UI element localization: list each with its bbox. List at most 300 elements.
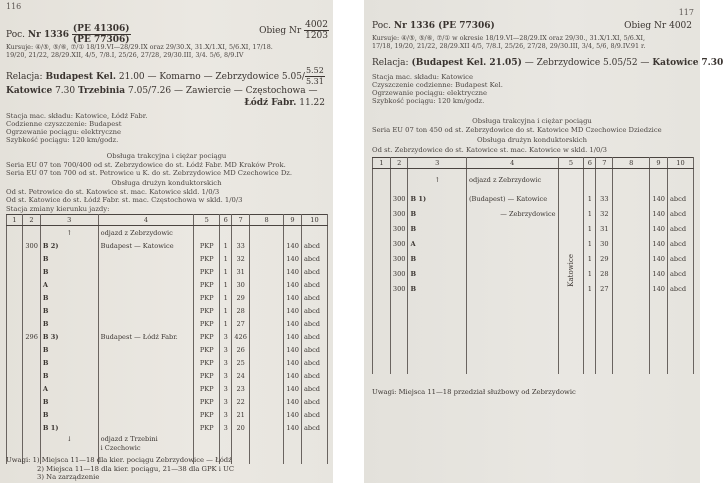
cell-col10: abcd [668, 206, 694, 221]
col-header: 6 [220, 215, 232, 226]
cell-col5: PKP [194, 304, 220, 317]
cell-col6 [220, 434, 232, 443]
traction-line: Seria EU 07 ton 700/400 od st. Zebrzydowice do st. Łódź Fabr. MD Kraków Prok. [6, 161, 286, 169]
cell-col2 [22, 395, 40, 408]
cell-col6 [220, 443, 232, 452]
cell-col2: 300 [390, 206, 408, 221]
cell-col10: abcd [301, 239, 327, 252]
cell-col2 [22, 278, 40, 291]
info-line: Czyszczenie codzienne: Budapest Kel. [372, 81, 503, 89]
cell-col5 [194, 226, 220, 240]
cell-col10: abcd [301, 421, 327, 434]
empty-cell [283, 452, 301, 464]
cell-col6: 1 [220, 278, 232, 291]
cell-col4 [466, 281, 558, 296]
cell-col1 [7, 291, 23, 304]
table-row [373, 266, 694, 281]
cell-col3: B [408, 206, 467, 221]
relacja-trzebinia-time: 7.05/7.26 [128, 86, 172, 96]
cell-col1 [7, 443, 23, 452]
cell-col8 [613, 191, 650, 206]
table-row [373, 221, 694, 236]
cell-col6: 3 [220, 330, 232, 343]
cell-col9 [283, 226, 301, 240]
table-row [7, 226, 328, 240]
page-number: 117 [678, 8, 694, 17]
cell-col7: 30 [232, 278, 250, 291]
col-header: 10 [301, 215, 327, 226]
relacja-via-2: — Zawiercie — Częstochowa — [174, 86, 318, 96]
cell-col9: 140 [283, 304, 301, 317]
cell-col6: 1 [584, 266, 596, 281]
relacja-line-2 [6, 86, 317, 96]
empty-cell [373, 296, 391, 374]
cell-col1 [7, 278, 23, 291]
cell-col4 [98, 382, 194, 395]
cell-col1 [7, 408, 23, 421]
cell-col9: 140 [283, 239, 301, 252]
cell-col6: 1 [220, 265, 232, 278]
cell-col4: odjazd z Trzebini [98, 434, 194, 443]
cell-col5: PKP [194, 291, 220, 304]
table-row [7, 317, 328, 330]
cell-col9 [650, 169, 668, 192]
cell-col8 [250, 408, 284, 421]
info-line: Szybkość pociągu: 120 km/godz. [372, 97, 485, 105]
cell-col2 [390, 169, 408, 192]
cell-col3: B [40, 408, 98, 421]
cell-col1 [373, 191, 391, 206]
cell-col9: 140 [283, 408, 301, 421]
col-header: 4 [98, 215, 194, 226]
cell-col8 [613, 221, 650, 236]
table-row [7, 421, 328, 434]
cell-col4: Budapest — Łódź Fabr. [98, 330, 194, 343]
cell-col4 [466, 236, 558, 251]
info-line: Codzienne czyszczenie: Budapest [6, 120, 122, 128]
cell-col1 [373, 236, 391, 251]
cell-col7: 23 [232, 382, 250, 395]
obieg-bottom: 1203 [305, 31, 328, 41]
cell-col8 [250, 356, 284, 369]
cell-col3: B [40, 343, 98, 356]
cell-col4 [466, 221, 558, 236]
cell-col1 [373, 206, 391, 221]
cell-col10: abcd [301, 395, 327, 408]
cell-col4: odjazd z Zebrzydowic [466, 169, 558, 192]
cell-col2: 300 [390, 191, 408, 206]
crew-title: Obsługa drużyn konduktorskich [111, 179, 222, 187]
cell-col6: 1 [220, 252, 232, 265]
pe-fraction [72, 24, 131, 45]
cell-col5: PKP [194, 343, 220, 356]
cell-col4 [98, 304, 194, 317]
cell-col8 [250, 369, 284, 382]
cell-col3: B [408, 251, 467, 266]
cell-col7: 426 [232, 330, 250, 343]
cell-col7: 30 [596, 236, 613, 251]
cell-col3: B [40, 291, 98, 304]
cell-col2 [22, 408, 40, 421]
empty-cell [613, 296, 650, 374]
cell-col7: 20 [232, 421, 250, 434]
table-row [7, 443, 328, 452]
cell-col7: 27 [596, 281, 613, 296]
empty-cell [466, 296, 558, 374]
cell-col9: 140 [650, 266, 668, 281]
cell-col3: B [40, 265, 98, 278]
kursuje-line-1: Kursuje: ④/⑤, ⑤/⑥, ⑦/① 18/19.VI—28/29.IX oraz 29/30.X, 31.X/1.XI, 5/6.XI, 17/18. [6, 43, 273, 51]
cell-col9 [283, 434, 301, 443]
cell-col4 [98, 408, 194, 421]
cell-col5: PKP [194, 395, 220, 408]
cell-col6: 1 [584, 221, 596, 236]
cell-col1 [7, 356, 23, 369]
direction-change: Stacja zmiany kierunku jazdy: [6, 205, 110, 213]
col-header: 7 [596, 158, 613, 169]
cell-col7: 22 [232, 395, 250, 408]
cell-col9: 140 [283, 265, 301, 278]
cell-col1 [373, 281, 391, 296]
cell-col9: 140 [283, 278, 301, 291]
relacja-label: Relacja: [372, 58, 409, 68]
cell-col1 [7, 343, 23, 356]
col-header: 5 [558, 158, 584, 169]
cell-col8 [250, 330, 284, 343]
cell-col6: 3 [220, 369, 232, 382]
cell-col10: abcd [301, 265, 327, 278]
cell-col6: 1 [584, 206, 596, 221]
cell-col3: B 1) [408, 191, 467, 206]
table-row [373, 206, 694, 221]
kursuje-line-2: 19/20, 21/22, 28/29.XII, 4/5, 7/8.I, 25/26, 27/28, 29/30.III, 3/4. 5/6, 8/9.IV [6, 51, 244, 59]
cell-col9: 140 [283, 343, 301, 356]
cell-col9: 140 [283, 252, 301, 265]
cell-col9: 140 [650, 236, 668, 251]
cell-col10: abcd [301, 343, 327, 356]
table-row [7, 252, 328, 265]
kursuje-line-2: 17/18, 19/20, 21/22, 28/29.XII 4/5, 7/8.I, 25/26, 27/28, 29/30.III, 3/4, 5/6, 8/9.IV.91 r. [372, 42, 646, 50]
cell-col5 [194, 443, 220, 452]
cell-col8 [250, 395, 284, 408]
right-page [364, 0, 723, 483]
cell-col8 [250, 317, 284, 330]
cell-col6 [584, 169, 596, 192]
cell-col10: abcd [301, 252, 327, 265]
poc-label: Poc. [372, 21, 392, 31]
cell-col4 [98, 252, 194, 265]
cell-col2 [22, 226, 40, 240]
table-row [7, 395, 328, 408]
table-row [7, 408, 328, 421]
cell-col7: 27 [232, 317, 250, 330]
cell-col3: B [40, 252, 98, 265]
relacja-katowice-time: 7.30 [55, 86, 76, 96]
col-header: 1 [7, 215, 23, 226]
cell-col4: i Czechowic [98, 443, 194, 452]
cell-col8 [613, 266, 650, 281]
cell-col4 [98, 369, 194, 382]
empty-cell [584, 296, 596, 374]
cell-col2 [22, 382, 40, 395]
cell-col1 [7, 226, 23, 240]
cell-col6: 3 [220, 343, 232, 356]
cell-col10: abcd [301, 291, 327, 304]
cell-col3: B [40, 317, 98, 330]
cell-col2 [22, 356, 40, 369]
cell-col5: PKP [194, 356, 220, 369]
cell-col5: PKP [194, 408, 220, 421]
col-header: 5 [194, 215, 220, 226]
cell-col7 [232, 226, 250, 240]
cell-col10 [301, 443, 327, 452]
cell-col7: 31 [596, 221, 613, 236]
cell-col7: 24 [232, 369, 250, 382]
cell-col4 [98, 317, 194, 330]
crew-title: Obsługa drużyn konduktorskich [477, 136, 587, 144]
cell-col3: A [40, 382, 98, 395]
cell-col1 [7, 252, 23, 265]
notes-label: Uwagi: [6, 456, 31, 464]
cell-col4: Budapest — Katowice [98, 239, 194, 252]
page-number: 116 [6, 2, 22, 11]
cell-col4 [98, 265, 194, 278]
cell-col10: abcd [668, 266, 694, 281]
obieg-fraction [304, 20, 329, 41]
cell-col3: B [408, 281, 467, 296]
info-line: Szybkość pociągu: 120 km/godz. [6, 136, 119, 144]
obieg-label: Obieg Nr [259, 26, 302, 36]
relacja-line [372, 58, 723, 68]
cell-col4: (Budapest) — Katowice [466, 191, 558, 206]
col-header: 7 [232, 215, 250, 226]
table-row [373, 236, 694, 251]
cell-col3: B [408, 266, 467, 281]
table-row [7, 330, 328, 343]
cell-col2 [22, 252, 40, 265]
table-header-row [373, 158, 694, 169]
cell-col7: 26 [232, 343, 250, 356]
empty-cell [596, 296, 613, 374]
train-header [372, 21, 495, 31]
cell-col1 [373, 266, 391, 281]
table-row [7, 278, 328, 291]
cell-col9: 140 [283, 369, 301, 382]
relacja-destination [244, 98, 325, 108]
cell-col6: 1 [220, 291, 232, 304]
cell-col1 [373, 251, 391, 266]
pe-top: (PE 41306) [72, 24, 130, 34]
relacja-fraction [305, 66, 325, 87]
cell-col8 [250, 252, 284, 265]
cell-col6: 1 [584, 191, 596, 206]
cell-col10: abcd [301, 330, 327, 343]
empty-cell [250, 452, 284, 464]
cell-col6: 1 [584, 236, 596, 251]
cell-col7 [232, 443, 250, 452]
cell-col10 [301, 226, 327, 240]
poc-label: Poc. [6, 30, 26, 40]
col-header: 9 [283, 215, 301, 226]
kursuje-line-1: Kursuje: ④/⑤, ⑤/⑥, ⑦/① w okresie 18/19.VI—28/29.IX oraz 29/30., 31.X/1.XI, 5/6.XI, [372, 34, 646, 42]
cell-col2 [22, 421, 40, 434]
relacja-dest-time: 7.30 [701, 58, 723, 68]
cell-col7: 32 [596, 206, 613, 221]
table-row [7, 382, 328, 395]
obieg-value: 4002 [669, 21, 692, 31]
cell-col7: 29 [232, 291, 250, 304]
cell-col7: 33 [596, 191, 613, 206]
cell-col2 [22, 265, 40, 278]
cell-col9: 140 [283, 330, 301, 343]
cell-col10: abcd [301, 356, 327, 369]
cell-col7: 32 [232, 252, 250, 265]
cell-col9: 140 [650, 191, 668, 206]
table-row [7, 434, 328, 443]
left-page [0, 0, 333, 483]
obieg-top: 4002 [305, 20, 328, 30]
cell-col4 [98, 278, 194, 291]
cell-col7: 33 [232, 239, 250, 252]
info-block [6, 112, 147, 144]
cell-col9: 140 [650, 206, 668, 221]
cell-col6: 1 [220, 304, 232, 317]
arrow-icon: ↑ [408, 169, 467, 192]
pe-bottom: (PE 77306) [72, 35, 130, 45]
cell-col7: 31 [232, 265, 250, 278]
cell-col1 [7, 317, 23, 330]
col-header: 8 [250, 215, 284, 226]
note-line: 2) Miejsca 11—18 dla kier. pociągu, 21—38 dla GPK i UC [37, 464, 235, 473]
traction-title: Obsługa trakcyjna i ciężar pociągu [106, 152, 227, 160]
cell-col5 [194, 434, 220, 443]
cell-col7 [232, 434, 250, 443]
table-row [373, 281, 694, 296]
cell-col9: 140 [283, 421, 301, 434]
relacja-trzebinia: Trzebinia [77, 86, 126, 96]
traction-title: Obsługa trakcyjna i ciężar pociągu [472, 117, 592, 125]
relacja-dest-time: 11.22 [299, 98, 325, 108]
cell-col5: PKP [194, 369, 220, 382]
cell-col2: 300 [390, 281, 408, 296]
table-row [7, 343, 328, 356]
cell-col10: abcd [301, 317, 327, 330]
cell-col5: PKP [194, 252, 220, 265]
cell-col1 [7, 239, 23, 252]
table-row [7, 304, 328, 317]
cell-col6: 3 [220, 356, 232, 369]
cell-col6: 1 [584, 281, 596, 296]
cell-col6: 3 [220, 421, 232, 434]
cell-col9: 140 [650, 251, 668, 266]
cell-col2 [22, 369, 40, 382]
cell-col9 [283, 443, 301, 452]
cell-col1 [7, 330, 23, 343]
relacja-katowice: Katowice [6, 86, 53, 96]
obieg-block [259, 20, 329, 41]
cell-col3: A [40, 278, 98, 291]
cell-col2 [22, 304, 40, 317]
note-line: 1) Miejsca 11—18 dla kier. pociągu Zebrzydowice — Łódź [32, 456, 232, 464]
col-header: 9 [650, 158, 668, 169]
cell-col10: abcd [301, 278, 327, 291]
cell-col3: B 2) [40, 239, 98, 252]
cell-col9: 140 [650, 281, 668, 296]
table-row [373, 191, 694, 206]
cell-col8 [613, 169, 650, 192]
cell-col5: PKP [194, 278, 220, 291]
empty-cell [301, 452, 327, 464]
cell-col10: abcd [301, 408, 327, 421]
cell-col10: abcd [668, 281, 694, 296]
cell-col1 [373, 221, 391, 236]
relacja-dest: Łódź Fabr. [244, 98, 297, 108]
cell-col8 [613, 236, 650, 251]
cell-col5: PKP [194, 382, 220, 395]
cell-col8 [250, 343, 284, 356]
cell-col10: abcd [301, 369, 327, 382]
cell-col3: B 1) [40, 421, 98, 434]
cell-col10: abcd [668, 236, 694, 251]
cell-col6: 1 [220, 317, 232, 330]
timetable-right [372, 157, 694, 374]
cell-col7: 25 [232, 356, 250, 369]
cell-col2 [22, 317, 40, 330]
info-line: Ogrzewanie pociągu: elektryczne [372, 89, 487, 97]
cell-col7: 28 [596, 266, 613, 281]
crew-line: Od st. Katowice do st. Łódź Fabr. st. mac. Częstochowa w skld. 1/0/3 [6, 196, 243, 204]
cell-col9: 140 [283, 395, 301, 408]
cell-col2: 300 [390, 221, 408, 236]
cell-col7: 28 [232, 304, 250, 317]
col-header: 8 [613, 158, 650, 169]
cell-col5: PKP [194, 330, 220, 343]
cell-col1 [7, 304, 23, 317]
cell-col1 [7, 265, 23, 278]
cell-col1 [373, 169, 391, 192]
vertical-station-label: Katowice [566, 254, 575, 287]
cell-col8 [250, 421, 284, 434]
table-row [373, 169, 694, 192]
cell-col10: abcd [668, 221, 694, 236]
crew-line: Od st. Zebrzydowice do st. Katowice st. mac. Katowice w skld. 1/0/3 [372, 146, 607, 154]
cell-col1 [7, 434, 23, 443]
cell-col7 [596, 169, 613, 192]
traction-line: Seria EU 07 ton 700 od st. Petrowice u K. do st. Zebrzydowice MD Czechowice Dz. [6, 169, 293, 177]
frac-bottom: 5.31 [305, 77, 324, 86]
info-line: Stacja mac. składu: Katowice [372, 73, 474, 81]
empty-cell [668, 296, 694, 374]
cell-col2: 300 [22, 239, 40, 252]
table-row [7, 291, 328, 304]
cell-col9: 140 [283, 317, 301, 330]
cell-col2 [22, 443, 40, 452]
cell-col3: B [40, 356, 98, 369]
table-header-row [7, 215, 328, 226]
arrow-icon: ↑ [40, 226, 98, 240]
cell-col2: 300 [390, 236, 408, 251]
cell-col2 [22, 291, 40, 304]
cell-col3: B 3) [40, 330, 98, 343]
cell-col5: PKP [194, 265, 220, 278]
arrow-icon: ↓ [40, 434, 98, 443]
cell-col6: 3 [220, 382, 232, 395]
cell-col2: 296 [22, 330, 40, 343]
relacja-from: (Budapest Kel. 21.05) [411, 58, 522, 68]
col-header: 4 [466, 158, 558, 169]
cell-col4: — Zebrzydowice [466, 206, 558, 221]
empty-cell [408, 296, 467, 374]
